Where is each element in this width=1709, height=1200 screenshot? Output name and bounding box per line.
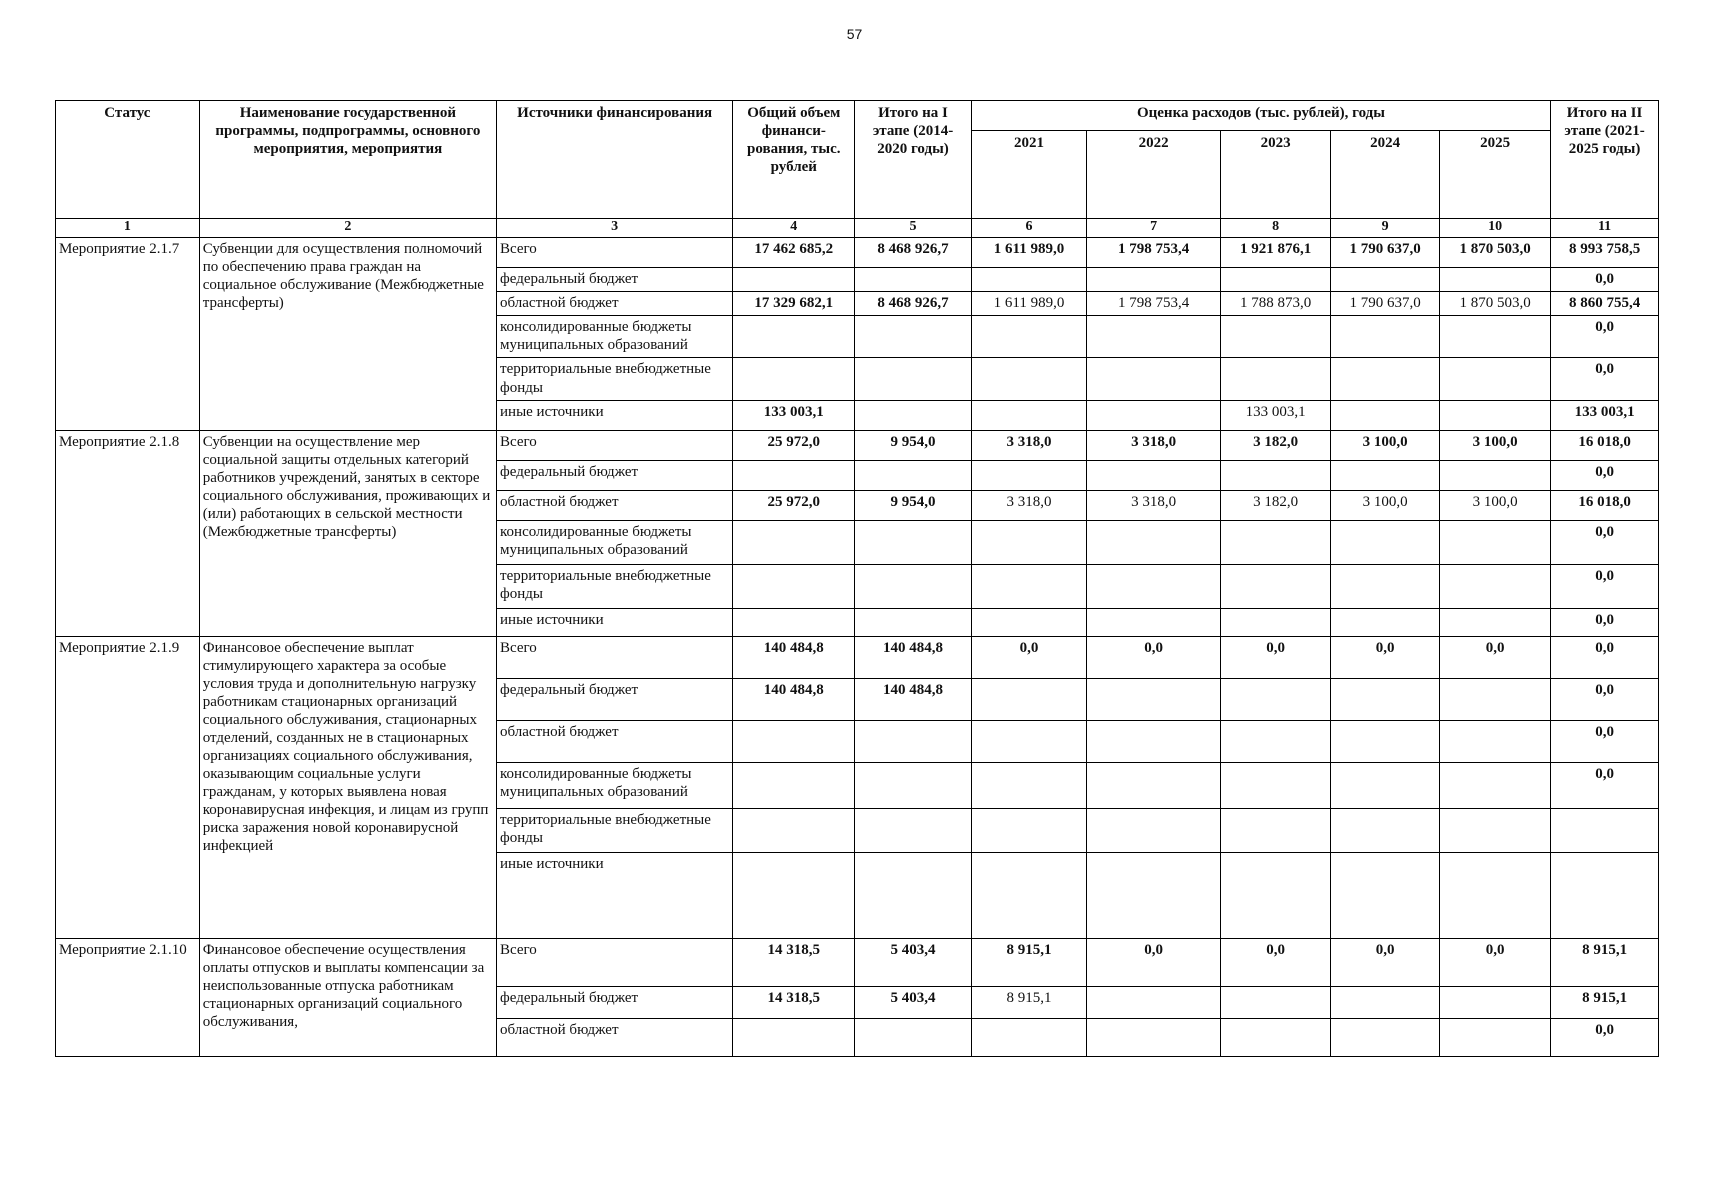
value-cell bbox=[1331, 358, 1440, 401]
value-cell bbox=[1440, 852, 1551, 938]
header-year: 2025 bbox=[1440, 131, 1551, 219]
header-year: 2021 bbox=[971, 131, 1086, 219]
column-number: 8 bbox=[1221, 219, 1331, 238]
value-cell bbox=[1221, 720, 1331, 762]
funding-source: консолидированные бюджеты муниципальных образований bbox=[497, 762, 733, 808]
value-cell bbox=[971, 762, 1086, 808]
value-cell bbox=[1087, 720, 1221, 762]
measure-name: Субвенции на осуществление мер социальной защиты отдельных категорий работников учреждений, занятых в секторе социального обслуживания, проживающих и (или) работающих в сельской местности (Межбюджетные трансферты) bbox=[199, 430, 496, 636]
measure-name: Финансовое обеспечение выплат стимулирующего характера за особые условия труда и дополнительную нагрузку работникам стационарных организаций социального обслуживания, стационарных отделений, созданных не в стационарных организациях социального обслуживания, оказывающим социальные услуги гражданам, у которых выявлена новая коронавирусная инфекция, и лицам из групп риска заражения новой коронавирусной инфекцией bbox=[199, 636, 496, 938]
stage2-total-cell: 8 860 755,4 bbox=[1551, 291, 1659, 315]
value-cell bbox=[855, 268, 972, 292]
value-cell: 0,0 bbox=[1331, 938, 1440, 986]
funding-source: Всего bbox=[497, 238, 733, 268]
value-cell bbox=[1331, 460, 1440, 490]
funding-source: консолидированные бюджеты муниципальных образований bbox=[497, 315, 733, 358]
value-cell: 0,0 bbox=[971, 636, 1086, 678]
stage2-total-cell bbox=[1551, 808, 1659, 852]
measure-name: Финансовое обеспечение осуществления оплаты отпусков и выплаты компенсации за неиспользованные отпуска работникам стационарных организаций социального обслуживания, bbox=[199, 938, 496, 1056]
value-cell bbox=[1221, 852, 1331, 938]
stage2-total-cell: 0,0 bbox=[1551, 268, 1659, 292]
value-cell bbox=[733, 520, 855, 564]
value-cell: 0,0 bbox=[1221, 938, 1331, 986]
page-number: 57 bbox=[846, 26, 863, 42]
funding-source: иные источники bbox=[497, 608, 733, 636]
stage2-total-cell: 0,0 bbox=[1551, 564, 1659, 608]
value-cell bbox=[971, 358, 1086, 401]
value-cell: 3 100,0 bbox=[1440, 430, 1551, 460]
funding-source: федеральный бюджет bbox=[497, 678, 733, 720]
value-cell bbox=[1331, 986, 1440, 1018]
funding-source: Всего bbox=[497, 636, 733, 678]
value-cell: 1 611 989,0 bbox=[971, 291, 1086, 315]
column-number: 3 bbox=[497, 219, 733, 238]
value-cell bbox=[733, 762, 855, 808]
value-cell: 1 790 637,0 bbox=[1331, 291, 1440, 315]
value-cell: 1 798 753,4 bbox=[1087, 291, 1221, 315]
funding-source: областной бюджет bbox=[497, 720, 733, 762]
value-cell bbox=[1087, 852, 1221, 938]
value-cell: 1 921 876,1 bbox=[1221, 238, 1331, 268]
value-cell bbox=[855, 608, 972, 636]
value-cell bbox=[1087, 608, 1221, 636]
value-cell bbox=[1087, 268, 1221, 292]
value-cell: 9 954,0 bbox=[855, 490, 972, 520]
value-cell bbox=[971, 564, 1086, 608]
value-cell bbox=[1087, 1018, 1221, 1056]
value-cell bbox=[1331, 1018, 1440, 1056]
column-numbers-row bbox=[56, 219, 1659, 238]
value-cell: 9 954,0 bbox=[855, 430, 972, 460]
value-cell bbox=[1440, 358, 1551, 401]
value-cell: 5 403,4 bbox=[855, 986, 972, 1018]
value-cell: 133 003,1 bbox=[1221, 400, 1331, 430]
value-cell: 0,0 bbox=[1087, 636, 1221, 678]
value-cell: 1 798 753,4 bbox=[1087, 238, 1221, 268]
value-cell: 140 484,8 bbox=[733, 678, 855, 720]
value-cell bbox=[1440, 608, 1551, 636]
header-year: 2023 bbox=[1221, 131, 1331, 219]
value-cell: 0,0 bbox=[1221, 636, 1331, 678]
measure-name: Субвенции для осуществления полномочий по обеспечению права граждан на социальное обслуживание (Межбюджетные трансферты) bbox=[199, 238, 496, 431]
header-total-volume: Общий объем финанси-рования, тыс. рублей bbox=[733, 101, 855, 219]
value-cell bbox=[1440, 762, 1551, 808]
header-status: Статус bbox=[56, 101, 200, 219]
header-year: 2022 bbox=[1087, 131, 1221, 219]
value-cell bbox=[733, 720, 855, 762]
value-cell bbox=[1331, 520, 1440, 564]
value-cell bbox=[855, 358, 972, 401]
measure-status: Мероприятие 2.1.9 bbox=[56, 636, 200, 938]
value-cell bbox=[1087, 460, 1221, 490]
value-cell bbox=[1331, 400, 1440, 430]
value-cell bbox=[1440, 808, 1551, 852]
value-cell bbox=[1331, 315, 1440, 358]
stage2-total-cell: 0,0 bbox=[1551, 678, 1659, 720]
value-cell bbox=[1440, 564, 1551, 608]
value-cell bbox=[733, 564, 855, 608]
value-cell: 3 182,0 bbox=[1221, 490, 1331, 520]
value-cell bbox=[733, 1018, 855, 1056]
stage2-total-cell: 8 915,1 bbox=[1551, 986, 1659, 1018]
value-cell bbox=[1440, 460, 1551, 490]
value-cell bbox=[1331, 720, 1440, 762]
value-cell: 14 318,5 bbox=[733, 986, 855, 1018]
value-cell: 140 484,8 bbox=[855, 678, 972, 720]
budget-table-wrapper bbox=[55, 100, 1659, 1057]
value-cell bbox=[1087, 358, 1221, 401]
value-cell: 1 870 503,0 bbox=[1440, 238, 1551, 268]
value-cell bbox=[971, 678, 1086, 720]
value-cell bbox=[1221, 315, 1331, 358]
value-cell: 133 003,1 bbox=[733, 400, 855, 430]
value-cell: 0,0 bbox=[1087, 938, 1221, 986]
budget-table-body bbox=[56, 219, 1659, 1057]
value-cell bbox=[1087, 520, 1221, 564]
value-cell bbox=[1087, 678, 1221, 720]
value-cell bbox=[855, 852, 972, 938]
column-number: 9 bbox=[1331, 219, 1440, 238]
funding-source: федеральный бюджет bbox=[497, 268, 733, 292]
stage2-total-cell: 16 018,0 bbox=[1551, 430, 1659, 460]
value-cell bbox=[1331, 852, 1440, 938]
value-cell bbox=[733, 358, 855, 401]
value-cell bbox=[971, 808, 1086, 852]
value-cell: 25 972,0 bbox=[733, 490, 855, 520]
value-cell: 25 972,0 bbox=[733, 430, 855, 460]
funding-source: федеральный бюджет bbox=[497, 986, 733, 1018]
value-cell bbox=[733, 852, 855, 938]
header-stage1-total: Итого на I этапе (2014-2020 годы) bbox=[855, 101, 972, 219]
value-cell bbox=[971, 1018, 1086, 1056]
value-cell bbox=[855, 400, 972, 430]
value-cell bbox=[1440, 315, 1551, 358]
value-cell: 5 403,4 bbox=[855, 938, 972, 986]
stage2-total-cell: 0,0 bbox=[1551, 720, 1659, 762]
stage2-total-cell bbox=[1551, 852, 1659, 938]
funding-source: территориальные внебюджетные фонды bbox=[497, 564, 733, 608]
value-cell bbox=[1221, 762, 1331, 808]
value-cell: 1 790 637,0 bbox=[1331, 238, 1440, 268]
value-cell: 8 915,1 bbox=[971, 938, 1086, 986]
column-number: 2 bbox=[199, 219, 496, 238]
stage2-total-cell: 0,0 bbox=[1551, 1018, 1659, 1056]
value-cell bbox=[971, 268, 1086, 292]
value-cell bbox=[971, 315, 1086, 358]
measure-row bbox=[56, 636, 1659, 678]
value-cell bbox=[733, 315, 855, 358]
value-cell: 3 100,0 bbox=[1331, 430, 1440, 460]
value-cell bbox=[1331, 268, 1440, 292]
stage2-total-cell: 0,0 bbox=[1551, 762, 1659, 808]
value-cell bbox=[1221, 986, 1331, 1018]
header-sources: Источники финансирования bbox=[497, 101, 733, 219]
value-cell bbox=[733, 460, 855, 490]
value-cell: 8 468 926,7 bbox=[855, 291, 972, 315]
value-cell: 3 318,0 bbox=[971, 430, 1086, 460]
value-cell bbox=[1221, 678, 1331, 720]
value-cell bbox=[855, 520, 972, 564]
value-cell: 1 611 989,0 bbox=[971, 238, 1086, 268]
value-cell bbox=[1221, 608, 1331, 636]
value-cell: 3 318,0 bbox=[1087, 490, 1221, 520]
stage2-total-cell: 0,0 bbox=[1551, 460, 1659, 490]
funding-source: областной бюджет bbox=[497, 1018, 733, 1056]
value-cell bbox=[1087, 808, 1221, 852]
value-cell: 8 915,1 bbox=[971, 986, 1086, 1018]
value-cell bbox=[1221, 564, 1331, 608]
value-cell bbox=[1440, 720, 1551, 762]
value-cell: 0,0 bbox=[1440, 938, 1551, 986]
value-cell: 0,0 bbox=[1331, 636, 1440, 678]
value-cell: 3 100,0 bbox=[1331, 490, 1440, 520]
value-cell: 3 182,0 bbox=[1221, 430, 1331, 460]
value-cell bbox=[1440, 520, 1551, 564]
value-cell bbox=[855, 460, 972, 490]
value-cell bbox=[971, 608, 1086, 636]
value-cell bbox=[1440, 400, 1551, 430]
value-cell bbox=[971, 520, 1086, 564]
value-cell bbox=[855, 1018, 972, 1056]
value-cell bbox=[1087, 762, 1221, 808]
column-number: 11 bbox=[1551, 219, 1659, 238]
stage2-total-cell: 8 993 758,5 bbox=[1551, 238, 1659, 268]
column-number: 10 bbox=[1440, 219, 1551, 238]
measure-row bbox=[56, 430, 1659, 460]
value-cell: 17 329 682,1 bbox=[733, 291, 855, 315]
value-cell: 14 318,5 bbox=[733, 938, 855, 986]
value-cell bbox=[855, 808, 972, 852]
value-cell: 1 870 503,0 bbox=[1440, 291, 1551, 315]
value-cell: 0,0 bbox=[1440, 636, 1551, 678]
column-number: 1 bbox=[56, 219, 200, 238]
value-cell bbox=[1440, 1018, 1551, 1056]
value-cell bbox=[1440, 986, 1551, 1018]
value-cell bbox=[1221, 460, 1331, 490]
value-cell bbox=[971, 720, 1086, 762]
funding-source: Всего bbox=[497, 938, 733, 986]
value-cell bbox=[1087, 986, 1221, 1018]
value-cell bbox=[1221, 520, 1331, 564]
column-number: 5 bbox=[855, 219, 972, 238]
stage2-total-cell: 0,0 bbox=[1551, 315, 1659, 358]
stage2-total-cell: 133 003,1 bbox=[1551, 400, 1659, 430]
funding-source: территориальные внебюджетные фонды bbox=[497, 808, 733, 852]
value-cell bbox=[855, 762, 972, 808]
measure-status: Мероприятие 2.1.10 bbox=[56, 938, 200, 1056]
measure-row bbox=[56, 938, 1659, 986]
value-cell: 3 318,0 bbox=[971, 490, 1086, 520]
funding-source: областной бюджет bbox=[497, 490, 733, 520]
value-cell bbox=[1087, 564, 1221, 608]
value-cell bbox=[855, 720, 972, 762]
value-cell bbox=[1331, 608, 1440, 636]
value-cell bbox=[1331, 762, 1440, 808]
funding-source: иные источники bbox=[497, 400, 733, 430]
value-cell bbox=[855, 315, 972, 358]
funding-source: областной бюджет bbox=[497, 291, 733, 315]
column-number: 6 bbox=[971, 219, 1086, 238]
measure-row bbox=[56, 238, 1659, 268]
measure-status: Мероприятие 2.1.8 bbox=[56, 430, 200, 636]
stage2-total-cell: 8 915,1 bbox=[1551, 938, 1659, 986]
value-cell: 1 788 873,0 bbox=[1221, 291, 1331, 315]
value-cell: 3 100,0 bbox=[1440, 490, 1551, 520]
measure-status: Мероприятие 2.1.7 bbox=[56, 238, 200, 431]
funding-source: федеральный бюджет bbox=[497, 460, 733, 490]
value-cell bbox=[733, 268, 855, 292]
value-cell bbox=[1087, 400, 1221, 430]
value-cell bbox=[1221, 808, 1331, 852]
stage2-total-cell: 0,0 bbox=[1551, 636, 1659, 678]
value-cell: 140 484,8 bbox=[855, 636, 972, 678]
header-stage2-total: Итого на II этапе (2021-2025 годы) bbox=[1551, 101, 1659, 219]
value-cell bbox=[971, 400, 1086, 430]
value-cell bbox=[1331, 808, 1440, 852]
stage2-total-cell: 0,0 bbox=[1551, 608, 1659, 636]
header-year: 2024 bbox=[1331, 131, 1440, 219]
value-cell bbox=[1221, 268, 1331, 292]
column-number: 4 bbox=[733, 219, 855, 238]
stage2-total-cell: 0,0 bbox=[1551, 520, 1659, 564]
stage2-total-cell: 16 018,0 bbox=[1551, 490, 1659, 520]
value-cell bbox=[1221, 358, 1331, 401]
value-cell bbox=[971, 852, 1086, 938]
funding-source: консолидированные бюджеты муниципальных образований bbox=[497, 520, 733, 564]
value-cell bbox=[971, 460, 1086, 490]
funding-source: иные источники bbox=[497, 852, 733, 938]
header-name: Наименование государственной программы, подпрограммы, основного мероприятия, мероприятия bbox=[199, 101, 496, 219]
value-cell bbox=[1087, 315, 1221, 358]
value-cell bbox=[1440, 678, 1551, 720]
value-cell bbox=[1221, 1018, 1331, 1056]
column-number: 7 bbox=[1087, 219, 1221, 238]
value-cell bbox=[855, 564, 972, 608]
value-cell: 17 462 685,2 bbox=[733, 238, 855, 268]
value-cell bbox=[733, 808, 855, 852]
funding-source: Всего bbox=[497, 430, 733, 460]
value-cell bbox=[1331, 678, 1440, 720]
value-cell: 8 468 926,7 bbox=[855, 238, 972, 268]
value-cell: 3 318,0 bbox=[1087, 430, 1221, 460]
funding-source: территориальные внебюджетные фонды bbox=[497, 358, 733, 401]
value-cell: 140 484,8 bbox=[733, 636, 855, 678]
value-cell bbox=[733, 608, 855, 636]
value-cell bbox=[1440, 268, 1551, 292]
value-cell bbox=[1331, 564, 1440, 608]
budget-table bbox=[55, 100, 1659, 1057]
header-estimate: Оценка расходов (тыс. рублей), годы bbox=[971, 101, 1550, 131]
stage2-total-cell: 0,0 bbox=[1551, 358, 1659, 401]
